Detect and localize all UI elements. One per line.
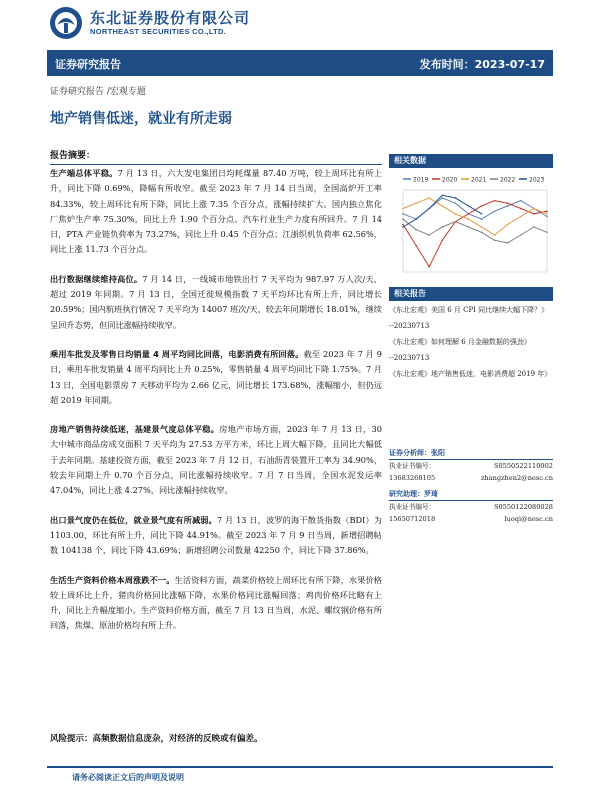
legend-label: 2021 xyxy=(471,176,487,184)
series-point xyxy=(455,213,457,215)
series-point xyxy=(442,226,444,228)
series-point xyxy=(468,218,470,220)
summary-heading: 报告摘要： xyxy=(50,149,382,165)
series-point xyxy=(442,197,444,199)
series-point xyxy=(468,205,470,207)
series-point xyxy=(494,200,496,202)
series-point xyxy=(520,234,522,236)
legend-label: 2020 xyxy=(442,176,458,184)
assistant-phone: 15650712018 xyxy=(389,515,436,523)
series-point xyxy=(494,240,496,242)
assistant-cert-label: 执业证书编号： xyxy=(389,503,436,511)
series-point xyxy=(546,216,548,218)
series-point xyxy=(533,213,535,215)
company-logo-icon xyxy=(48,5,84,41)
related-reports-panel xyxy=(389,287,553,381)
series-point xyxy=(546,213,548,215)
analyst-cert-label: 执业证书编号： xyxy=(389,462,436,470)
series-point xyxy=(546,210,548,212)
series-point xyxy=(415,229,417,231)
series-point xyxy=(468,226,470,228)
summary-paragraph xyxy=(50,272,382,333)
series-point xyxy=(481,218,483,220)
summary-section xyxy=(50,149,382,634)
series-point xyxy=(428,234,430,236)
series-point xyxy=(481,232,483,234)
summary-text: 房地产市场方面，2023 年 7 月 13 日，30 大中城市商品房成交面积 7 天平均为 27.53 万平方米，环比上周大幅下降，且同比大幅低于去年同期。基建投资方面，截至 2023 年 7 月 12 日，石油沥青装置开工率为 34.90%，较去年同期上升 0.70 个百分点，同比涨幅持续收窄。7 月 7 日当周，全国水泥发运率 47.04%，同比上涨 4.27%，同比涨幅持续收窄。 xyxy=(50,424,382,496)
series-point xyxy=(402,226,404,228)
series-point xyxy=(415,202,417,204)
related-reports-heading: 相关报告 xyxy=(389,287,553,301)
report-banner xyxy=(47,50,553,76)
series-point xyxy=(442,205,444,207)
summary-text: 7 月 14 日，一线城市地铁出行 7 天平均为 987.97 万人次/天，超过 2019 年同期。7 月 13 日，全国迁徙规模指数 7 天平均环比有所上升，同比增长 20.59%；国内航班执行情况 7 天平均为 14007 班次/天，较去年同期增长 18.01%，继续呈回升态势，但同比涨幅持续收窄。 xyxy=(50,273,382,330)
summary-lead: 房地产销售持续低迷，基建景气度总体平稳。 xyxy=(50,424,220,435)
summary-text: 截至 2023 年 7 月 9 日，乘用车批发销量 4 周平均同比上升 0.25%，零售销量 4 周平均同比下降 1.75%。7 月 13 日，全国电影票房 7 天移动平均为 2.66 亿元，同比增长 173.68%，涨幅缩小，但仍远超 2019 年同期。 xyxy=(50,348,382,405)
series-point xyxy=(402,213,404,215)
company-name-cn: 东北证券股份有限公司 xyxy=(90,9,251,27)
related-data-chart xyxy=(389,172,553,282)
analyst-panel xyxy=(389,447,553,525)
footer-disclaimer: 请务必阅读正文后的声明及说明 xyxy=(72,773,184,782)
page-title: 地产销售低迷，就业有所走弱 xyxy=(50,111,232,127)
summary-paragraph xyxy=(50,347,382,408)
series-point xyxy=(455,221,457,223)
related-data-heading: 相关数据 xyxy=(389,154,553,168)
related-report-date: --20230713 xyxy=(389,354,430,362)
series-point xyxy=(546,232,548,234)
related-report-item[interactable]: 《东北宏观》美国 6 月 CPI 同比继续大幅下降？》 xyxy=(389,306,549,314)
series-point xyxy=(520,216,522,218)
series-point xyxy=(455,202,457,204)
series-point xyxy=(442,195,444,197)
series-point xyxy=(481,226,483,228)
series-point xyxy=(455,197,457,199)
series-point xyxy=(507,202,509,204)
series-point xyxy=(533,226,535,228)
banner-report-type: 证券研究报告 xyxy=(55,58,121,71)
series-point xyxy=(507,224,509,226)
footer-divider xyxy=(47,766,553,768)
assistant-cert-row xyxy=(389,501,553,513)
series-point xyxy=(520,200,522,202)
assistant-email[interactable]: luoqi@nesc.cn xyxy=(504,515,553,523)
company-name-en: NORTHEAST SECURITIES CO.,LTD. xyxy=(90,27,227,36)
summary-text: 7 月 13 日，六大发电集团日均耗煤量 87.40 万吨，较上周环比有所上升，同比下降 0.69%，降幅有所收窄。截至 2023 年 7 月 14 日当周，全国高炉开工率 84.33%，较上周环比有所下降，同比上涨 7.35 个百分点，涨幅持续扩大。国内独立焦化厂焦炉生产率 75.30%，同比上升 1.90 个百分点。汽车行业生产力度有所回升。7 月 14 日，PTA 产业链负荷率为 73.27%，同比上升 0.45 个百分点；江浙织机负荷率 62.56%，同比上涨 11.73 个百分点。 xyxy=(50,168,382,255)
series-point xyxy=(415,245,417,247)
series-point xyxy=(507,205,509,207)
analyst-phone: 13683268105 xyxy=(389,474,436,482)
series-point xyxy=(468,213,470,215)
series-point xyxy=(428,266,430,268)
summary-paragraph xyxy=(50,166,382,258)
risk-text: 高频数据信息庞杂，对经济的反映或有偏差。 xyxy=(92,734,263,744)
summary-lead: 出口景气度仍在低位，就业景气度有所减弱。 xyxy=(50,514,217,525)
series-point xyxy=(402,208,404,210)
series-point xyxy=(481,205,483,207)
analyst-cert-row xyxy=(389,460,553,472)
legend-label: 2023 xyxy=(529,176,545,184)
summary-lead: 出行数据继续维持高位。 xyxy=(50,273,143,284)
summary-paragraph xyxy=(50,422,382,498)
series-point xyxy=(507,242,509,244)
breadcrumb: 证券研究报告 /宏观专题 xyxy=(50,87,146,97)
risk-lead: 风险提示： xyxy=(50,734,93,744)
summary-text: 生活资料方面，蔬菜价格较上周环比有所下降，水果价格较上周环比上升，猪肉价格同比涨幅下降，水果价格同比涨幅回落；鸡肉价格环比略有上升，同比上升幅度缩小。生产资料价格方面，截至 7 月 13 日当周，水泥、螺纹钢价格有所回落，焦煤、原油价格均有所上升。 xyxy=(50,574,382,631)
analyst-cert: S0550522110002 xyxy=(493,462,553,470)
series-point xyxy=(494,210,496,212)
related-report-date: --20230713 xyxy=(389,322,430,330)
banner-publish-date: 发布时间：2023-07-17 xyxy=(419,58,545,71)
analyst-name: 证券分析师：张阳 xyxy=(389,447,553,460)
summary-lead: 乘用车批发及零售日均销量 4 周平均同比回落，电影消费有所回落。 xyxy=(50,348,304,359)
series-point xyxy=(481,213,483,215)
risk-warning xyxy=(50,732,550,744)
series-point xyxy=(520,208,522,210)
related-report-item[interactable]: 《东北宏观》地产销售低迷，电影消费超 2019 年》 xyxy=(389,370,552,378)
company-logo xyxy=(48,6,250,40)
series-line xyxy=(403,195,482,227)
series-point xyxy=(415,218,417,220)
series-point xyxy=(428,197,430,199)
assistant-cert: S0550122080028 xyxy=(493,503,553,511)
series-point xyxy=(428,208,430,210)
analyst-email[interactable]: zhangzhen2@nesc.cn xyxy=(480,474,553,482)
series-point xyxy=(533,208,535,210)
series-point xyxy=(402,224,404,226)
summary-lead: 生活生产资料价格本周涨跌不一。 xyxy=(50,574,175,585)
summary-paragraph xyxy=(50,573,382,634)
related-data-panel xyxy=(389,154,553,284)
series-point xyxy=(442,240,444,242)
summary-lead: 生产端总体平稳。 xyxy=(50,168,118,178)
legend-label: 2019 xyxy=(413,176,429,184)
analyst-contact-row xyxy=(389,472,553,484)
assistant-name: 研究助理：罗琦 xyxy=(389,488,553,501)
legend-label: 2022 xyxy=(500,176,516,184)
assistant-contact-row xyxy=(389,513,553,525)
series-point xyxy=(402,218,404,220)
related-report-item[interactable]: 《东北宏观》如何理解 6 月金融数据的强劲》 xyxy=(389,338,531,346)
series-point xyxy=(494,234,496,236)
summary-text: 7 月 13 日，波罗的海干散货指数（BDI）为 1103.00，环比有所上升，同比下降 44.91%。截至 2023 年 7 月 9 日当周，新增招聘帖数 104138 个，同比下降 43.69%；新增招聘公司数量 42250 个，同比下降 37.86%。 xyxy=(50,514,382,556)
series-line xyxy=(403,198,547,219)
summary-paragraph xyxy=(50,513,382,559)
